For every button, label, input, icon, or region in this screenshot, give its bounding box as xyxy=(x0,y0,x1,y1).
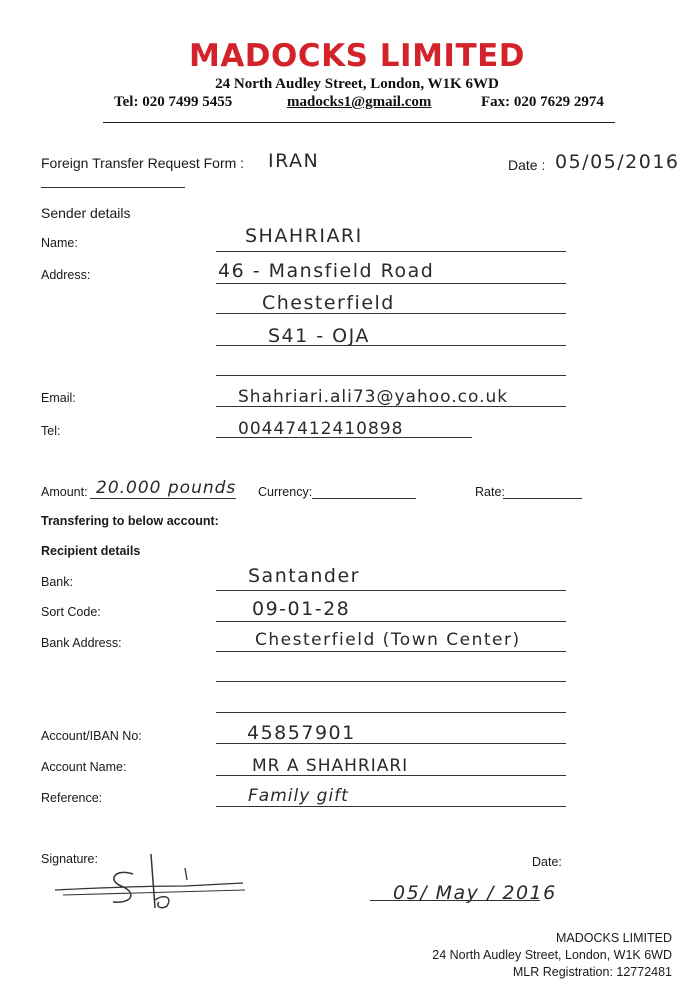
email-line xyxy=(216,406,566,407)
bank-address-line-2 xyxy=(216,681,566,682)
signature-date-line xyxy=(370,900,540,901)
email-value: Shahriari.ali73@yahoo.co.uk xyxy=(238,387,509,407)
handwritten-signature xyxy=(55,850,255,910)
header-divider xyxy=(103,122,615,123)
company-fax: Fax: 020 7629 2974 xyxy=(481,94,604,110)
signature-date-value: 05/ May / 2016 xyxy=(393,882,557,904)
sort-code-label: Sort Code: xyxy=(41,605,101,619)
company-tel: Tel: 020 7499 5455 xyxy=(114,94,233,110)
bank-address-value: Chesterfield (Town Center) xyxy=(255,630,521,650)
sort-code-line xyxy=(216,621,566,622)
bank-label: Bank: xyxy=(41,575,73,589)
signature-date-label: Date: xyxy=(532,855,562,869)
address-line-2: Chesterfield xyxy=(262,292,395,314)
form-date-value: 05/05/2016 xyxy=(555,151,680,173)
account-value: 45857901 xyxy=(247,722,356,744)
reference-label: Reference: xyxy=(41,791,103,805)
form-title-label: Foreign Transfer Request Form : xyxy=(41,155,245,171)
footer-company: MADOCKS LIMITED xyxy=(556,931,672,945)
bank-value: Santander xyxy=(248,565,360,587)
signature-label: Signature: xyxy=(41,852,98,866)
form-date-label: Date : xyxy=(508,157,546,173)
footer-block xyxy=(432,930,672,981)
reference-line xyxy=(216,806,566,807)
footer-address: 24 North Audley Street, London, W1K 6WD xyxy=(432,948,672,962)
name-label: Name: xyxy=(41,236,78,250)
footer-registration: MLR Registration: 12772481 xyxy=(512,965,672,979)
bank-line xyxy=(216,590,566,591)
name-value: SHAHRIARI xyxy=(245,225,363,247)
account-name-line xyxy=(216,775,566,776)
rate-line xyxy=(503,498,582,499)
name-line xyxy=(216,251,566,252)
bank-address-line-3 xyxy=(216,712,566,713)
sender-heading: Sender details xyxy=(41,205,131,221)
account-name-value: MR A SHAHRIARI xyxy=(252,756,409,776)
address-line-1-rule xyxy=(216,283,566,284)
amount-label: Amount: xyxy=(41,485,88,499)
reference-value: Family gift xyxy=(248,786,349,806)
sort-code-value: 09-01-28 xyxy=(252,598,351,620)
tel-value: 00447412410898 xyxy=(238,419,404,439)
company-address: 24 North Audley Street, London, W1K 6WD xyxy=(215,76,499,92)
amount-value: 20.000 pounds xyxy=(96,478,237,498)
tel-line xyxy=(216,437,472,438)
currency-line xyxy=(312,498,416,499)
address-line-3: S41 - OJA xyxy=(268,325,370,347)
company-name: MADOCKS LIMITED xyxy=(188,38,526,74)
account-label: Account/IBAN No: xyxy=(41,729,142,743)
address-line-2-rule xyxy=(216,313,566,314)
rate-label: Rate: xyxy=(475,485,505,499)
title-underline xyxy=(41,187,185,188)
tel-label: Tel: xyxy=(41,424,61,438)
company-email: madocks1@gmail.com xyxy=(287,94,432,110)
account-name-label: Account Name: xyxy=(41,760,127,774)
email-label: Email: xyxy=(41,391,76,405)
address-line-4-rule xyxy=(216,375,566,376)
recipient-heading: Recipient details xyxy=(41,544,141,558)
address-line-3-rule xyxy=(216,345,566,346)
form-title-value: IRAN xyxy=(268,150,320,172)
currency-label: Currency: xyxy=(258,485,313,499)
amount-line xyxy=(90,498,236,499)
transfer-heading: Transfering to below account: xyxy=(41,514,219,528)
account-line xyxy=(216,743,566,744)
bank-address-line-1 xyxy=(216,651,566,652)
bank-address-label: Bank Address: xyxy=(41,636,122,650)
address-label: Address: xyxy=(41,268,91,282)
address-line-1: 46 - Mansfield Road xyxy=(218,260,435,282)
